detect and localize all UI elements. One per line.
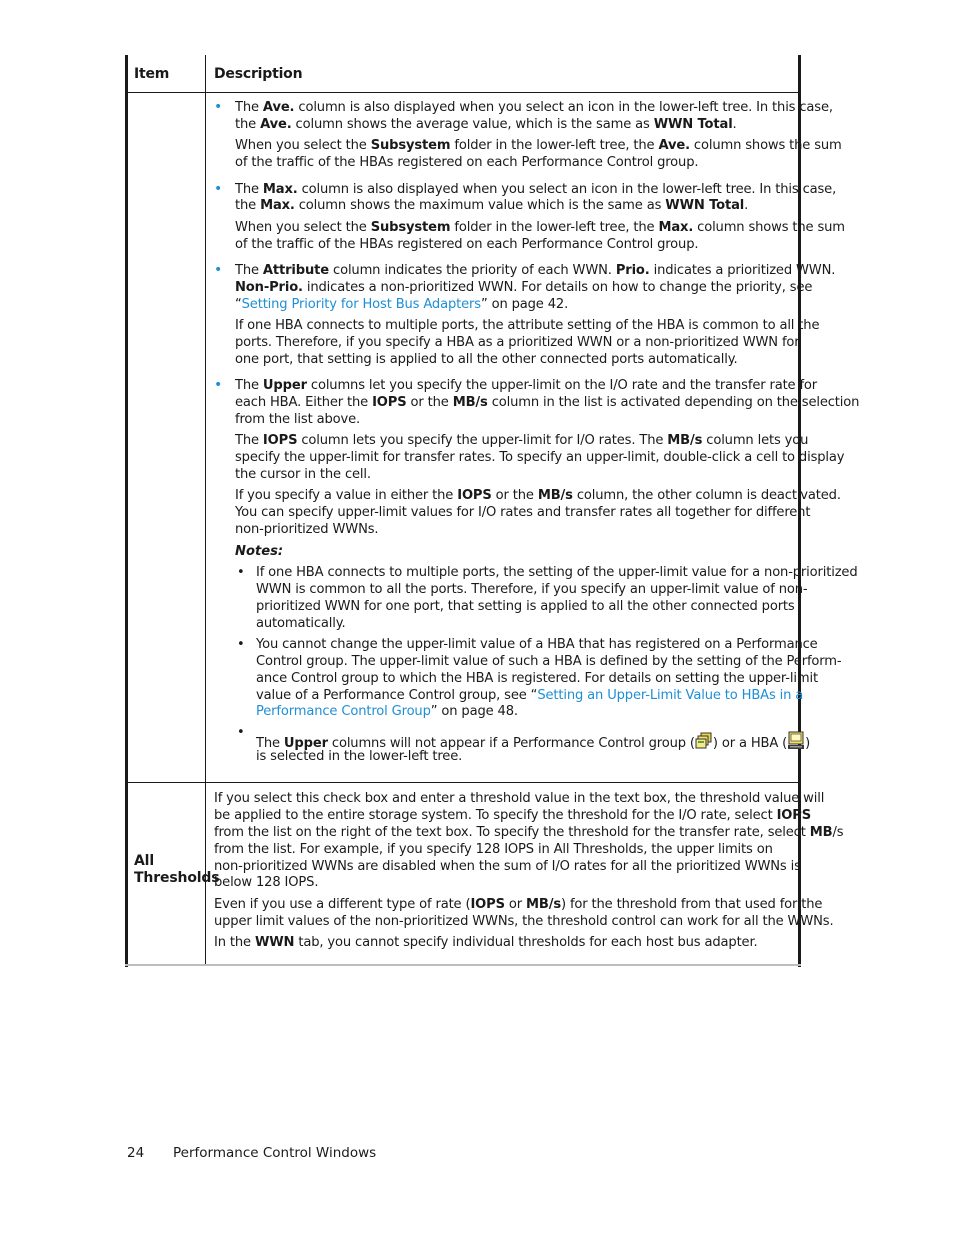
- text-run: columns let you specify the upper-limit on the I/O rate and the transfer rate for: [306, 378, 818, 393]
- thresholds-line-8: upper limit values of the non-prioritized WWNs, the threshold control can work for all the WWNs.: [214, 914, 834, 929]
- text-run: each HBA. Either the: [235, 395, 373, 410]
- bold-term: Max.: [262, 182, 298, 197]
- text-run: indicates a non-prioritized WWN. For details on how to change the priority, see: [302, 280, 813, 295]
- bold-term: Attribute: [262, 263, 330, 278]
- max-subsystem-line-1: [235, 219, 845, 236]
- bold-term: Non-Prio.: [235, 280, 303, 295]
- bold-term: Prio.: [615, 263, 650, 278]
- footer-section-title: Performance Control Windows: [173, 1145, 377, 1161]
- text-run: column lets you: [702, 433, 809, 448]
- note-3-line-1: The Upper columns will not appear if a Performance Control group ( ) or a HBA ( ): [256, 731, 810, 752]
- item-all-thresholds-line-2: Thresholds: [134, 870, 220, 886]
- note-2-line-5: Performance Control Group” on page 48.: [256, 704, 518, 719]
- text-run: ) for the threshold from that used for the: [561, 897, 823, 912]
- attribute-line-1: [235, 262, 835, 279]
- upper-line-7: [235, 487, 841, 504]
- note-1-line-2: WWN is common to all the ports. Therefore, if you specify an upper-limit value of non-: [256, 582, 808, 597]
- upper-line-9: non-prioritized WWNs.: [235, 522, 379, 537]
- bold-term: WWN Total: [665, 198, 745, 213]
- bold-term: Upper: [262, 378, 307, 393]
- bullet-marker: •: [214, 181, 223, 197]
- item-all-thresholds-line-1: All: [134, 853, 154, 869]
- text-run: The: [235, 182, 263, 197]
- text-run: .: [732, 117, 737, 132]
- note-3-line-2: is selected in the lower-left tree.: [256, 749, 463, 764]
- bold-term: WWN Total: [653, 117, 733, 132]
- text-run: or: [504, 897, 526, 912]
- attribute-line-5: ports. Therefore, if you specify a HBA as a prioritized WWN or a non-prioritized WWN for: [235, 335, 800, 350]
- upper-line-1: [235, 377, 817, 394]
- upper-line-6: the cursor in the cell.: [235, 467, 371, 482]
- text-run: indicates a prioritized WWN.: [649, 263, 836, 278]
- link-setting-upper-limit[interactable]: Setting an Upper-Limit Value to HBAs in a: [537, 688, 804, 703]
- bold-term: MB/s: [537, 488, 573, 503]
- text-run: Even if you use a different type of rate (: [214, 897, 471, 912]
- bullet-marker: •: [214, 377, 223, 393]
- bullet-marker: •: [214, 262, 223, 278]
- thresholds-line-5: non-prioritized WWNs are disabled when the sum of I/O rates for all the prioritized WWNs is: [214, 859, 801, 874]
- text-run: The: [235, 100, 263, 115]
- max-line-1: [235, 181, 836, 198]
- header-rule: [125, 92, 801, 93]
- column-divider: [205, 55, 206, 965]
- thresholds-line-3: from the list on the right of the text box. To specify the threshold for the transfer rate, select MB/s: [214, 825, 844, 840]
- link-setting-priority[interactable]: Setting Priority for Host Bus Adapters: [241, 297, 481, 312]
- attribute-line-2: [235, 279, 812, 296]
- text-run: When you select the: [235, 138, 371, 153]
- note-2-line-4: value of a Performance Control group, see “Setting an Upper-Limit Value to HBAs in a: [256, 688, 804, 703]
- note-bullet: •: [237, 725, 245, 740]
- text-run: the: [235, 117, 261, 132]
- text-run: The: [235, 433, 263, 448]
- attribute-line-4: If one HBA connects to multiple ports, the attribute setting of the HBA is common to all the: [235, 318, 820, 333]
- thresholds-line-4: from the list. For example, if you specify 128 IOPS in All Thresholds, the upper limits on: [214, 842, 773, 857]
- header-description: Description: [214, 66, 303, 82]
- bold-term: MB/s: [667, 433, 703, 448]
- bold-term: Subsystem: [370, 138, 451, 153]
- note-2-line-1: You cannot change the upper-limit value of a HBA that has registered on a Performance: [256, 637, 818, 652]
- text-run: column lets you specify the upper-limit for I/O rates. The: [297, 433, 668, 448]
- bullet-marker: •: [214, 99, 223, 115]
- thresholds-line-2: be applied to the entire storage system. To specify the threshold for the I/O rate, select IOPS: [214, 808, 812, 823]
- performance-control-group-icon: [695, 732, 713, 750]
- text-run: folder in the lower-left tree, the: [450, 220, 659, 235]
- ave-line-1: [235, 99, 833, 116]
- bold-term: Max.: [658, 220, 694, 235]
- text-run: column shows the maximum value which is the same as: [294, 198, 666, 213]
- text-run: the: [235, 198, 261, 213]
- text-run: The: [235, 263, 263, 278]
- text-run: tab, you cannot specify individual thresholds for each host bus adapter.: [294, 935, 758, 950]
- text-run: column shows the average value, which is the same as: [291, 117, 654, 132]
- bold-term: MB/s: [452, 395, 488, 410]
- text-run: The: [235, 378, 263, 393]
- bold-term: IOPS: [372, 395, 407, 410]
- note-1-line-4: automatically.: [256, 616, 346, 631]
- text-run: or the: [491, 488, 538, 503]
- thresholds-line-6: below 128 IOPS.: [214, 875, 319, 890]
- bold-term: Subsystem: [370, 220, 451, 235]
- bold-term: MB/s: [526, 897, 561, 912]
- note-1-line-3: prioritized WWN for one port, that setting is applied to all the other connected ports: [256, 599, 795, 614]
- bold-term: IOPS: [470, 897, 505, 912]
- header-item: Item: [134, 66, 170, 82]
- table-left-border: [125, 55, 128, 967]
- bold-term: WWN: [254, 935, 295, 950]
- bold-term: IOPS: [262, 433, 298, 448]
- text-run: column is also displayed when you select an icon in the lower-left tree. In this case,: [294, 100, 833, 115]
- table-bottom-rule: [125, 964, 801, 966]
- thresholds-line-9: [214, 934, 758, 951]
- text-run: column indicates the priority of each WWN.: [329, 263, 616, 278]
- text-run: When you select the: [235, 220, 371, 235]
- text-run: .: [744, 198, 749, 213]
- ave-subsystem-line-2: of the traffic of the HBAs registered on each Performance Control group.: [235, 155, 699, 170]
- bold-term: Ave.: [260, 117, 292, 132]
- notes-label: Notes:: [235, 544, 284, 559]
- note-2-line-3: ance Control group to which the HBA is registered. For details on setting the upper-limit: [256, 671, 818, 686]
- text-run: or the: [406, 395, 453, 410]
- upper-line-8: You can specify upper-limit values for I/O rates and transfer rates all together for different: [235, 505, 811, 520]
- bold-term: Max.: [260, 198, 295, 213]
- note-bullet: •: [237, 565, 245, 580]
- text-run: column is also displayed when you select an icon in the lower-left tree. In this case,: [297, 182, 837, 197]
- max-subsystem-line-2: of the traffic of the HBAs registered on each Performance Control group.: [235, 237, 699, 252]
- max-line-2: [235, 197, 748, 214]
- upper-line-5: specify the upper-limit for transfer rates. To specify an upper-limit, double-click a cell to display: [235, 450, 845, 465]
- ave-subsystem-line-1: [235, 137, 842, 154]
- attribute-line-3: “Setting Priority for Host Bus Adapters” on page 42.: [235, 297, 569, 312]
- page-number: 24: [127, 1145, 145, 1161]
- text-run: If you specify a value in either the: [235, 488, 458, 503]
- row-divider: [125, 782, 801, 783]
- bold-term: Ave.: [658, 138, 690, 153]
- thresholds-line-7: [214, 896, 822, 913]
- thresholds-line-1: If you select this check box and enter a threshold value in the text box, the threshold value will: [214, 791, 825, 806]
- text-run: folder in the lower-left tree, the: [450, 138, 659, 153]
- text-run: column, the other column is deactivated.: [572, 488, 841, 503]
- note-bullet: •: [237, 637, 245, 652]
- text-run: column shows the sum: [689, 138, 842, 153]
- link-performance-control-group[interactable]: Performance Control Group: [256, 704, 431, 719]
- note-2-line-2: Control group. The upper-limit value of such a HBA is defined by the setting of the Perform-: [256, 654, 842, 669]
- upper-line-2: [235, 394, 859, 411]
- note-1-line-1: If one HBA connects to multiple ports, the setting of the upper-limit value for a non-prioritized: [256, 565, 858, 580]
- ave-line-2: [235, 116, 737, 133]
- bold-term: IOPS: [457, 488, 492, 503]
- attribute-line-6: one port, that setting is applied to all the other connected ports automatically.: [235, 352, 738, 367]
- text-run: column in the list is activated depending on the selection: [487, 395, 860, 410]
- upper-line-3: from the list above.: [235, 412, 360, 427]
- text-run: In the: [214, 935, 255, 950]
- text-run: column shows the sum: [693, 220, 845, 235]
- hba-icon: [787, 731, 805, 751]
- bold-term: Ave.: [262, 100, 295, 115]
- upper-line-4: [235, 432, 808, 449]
